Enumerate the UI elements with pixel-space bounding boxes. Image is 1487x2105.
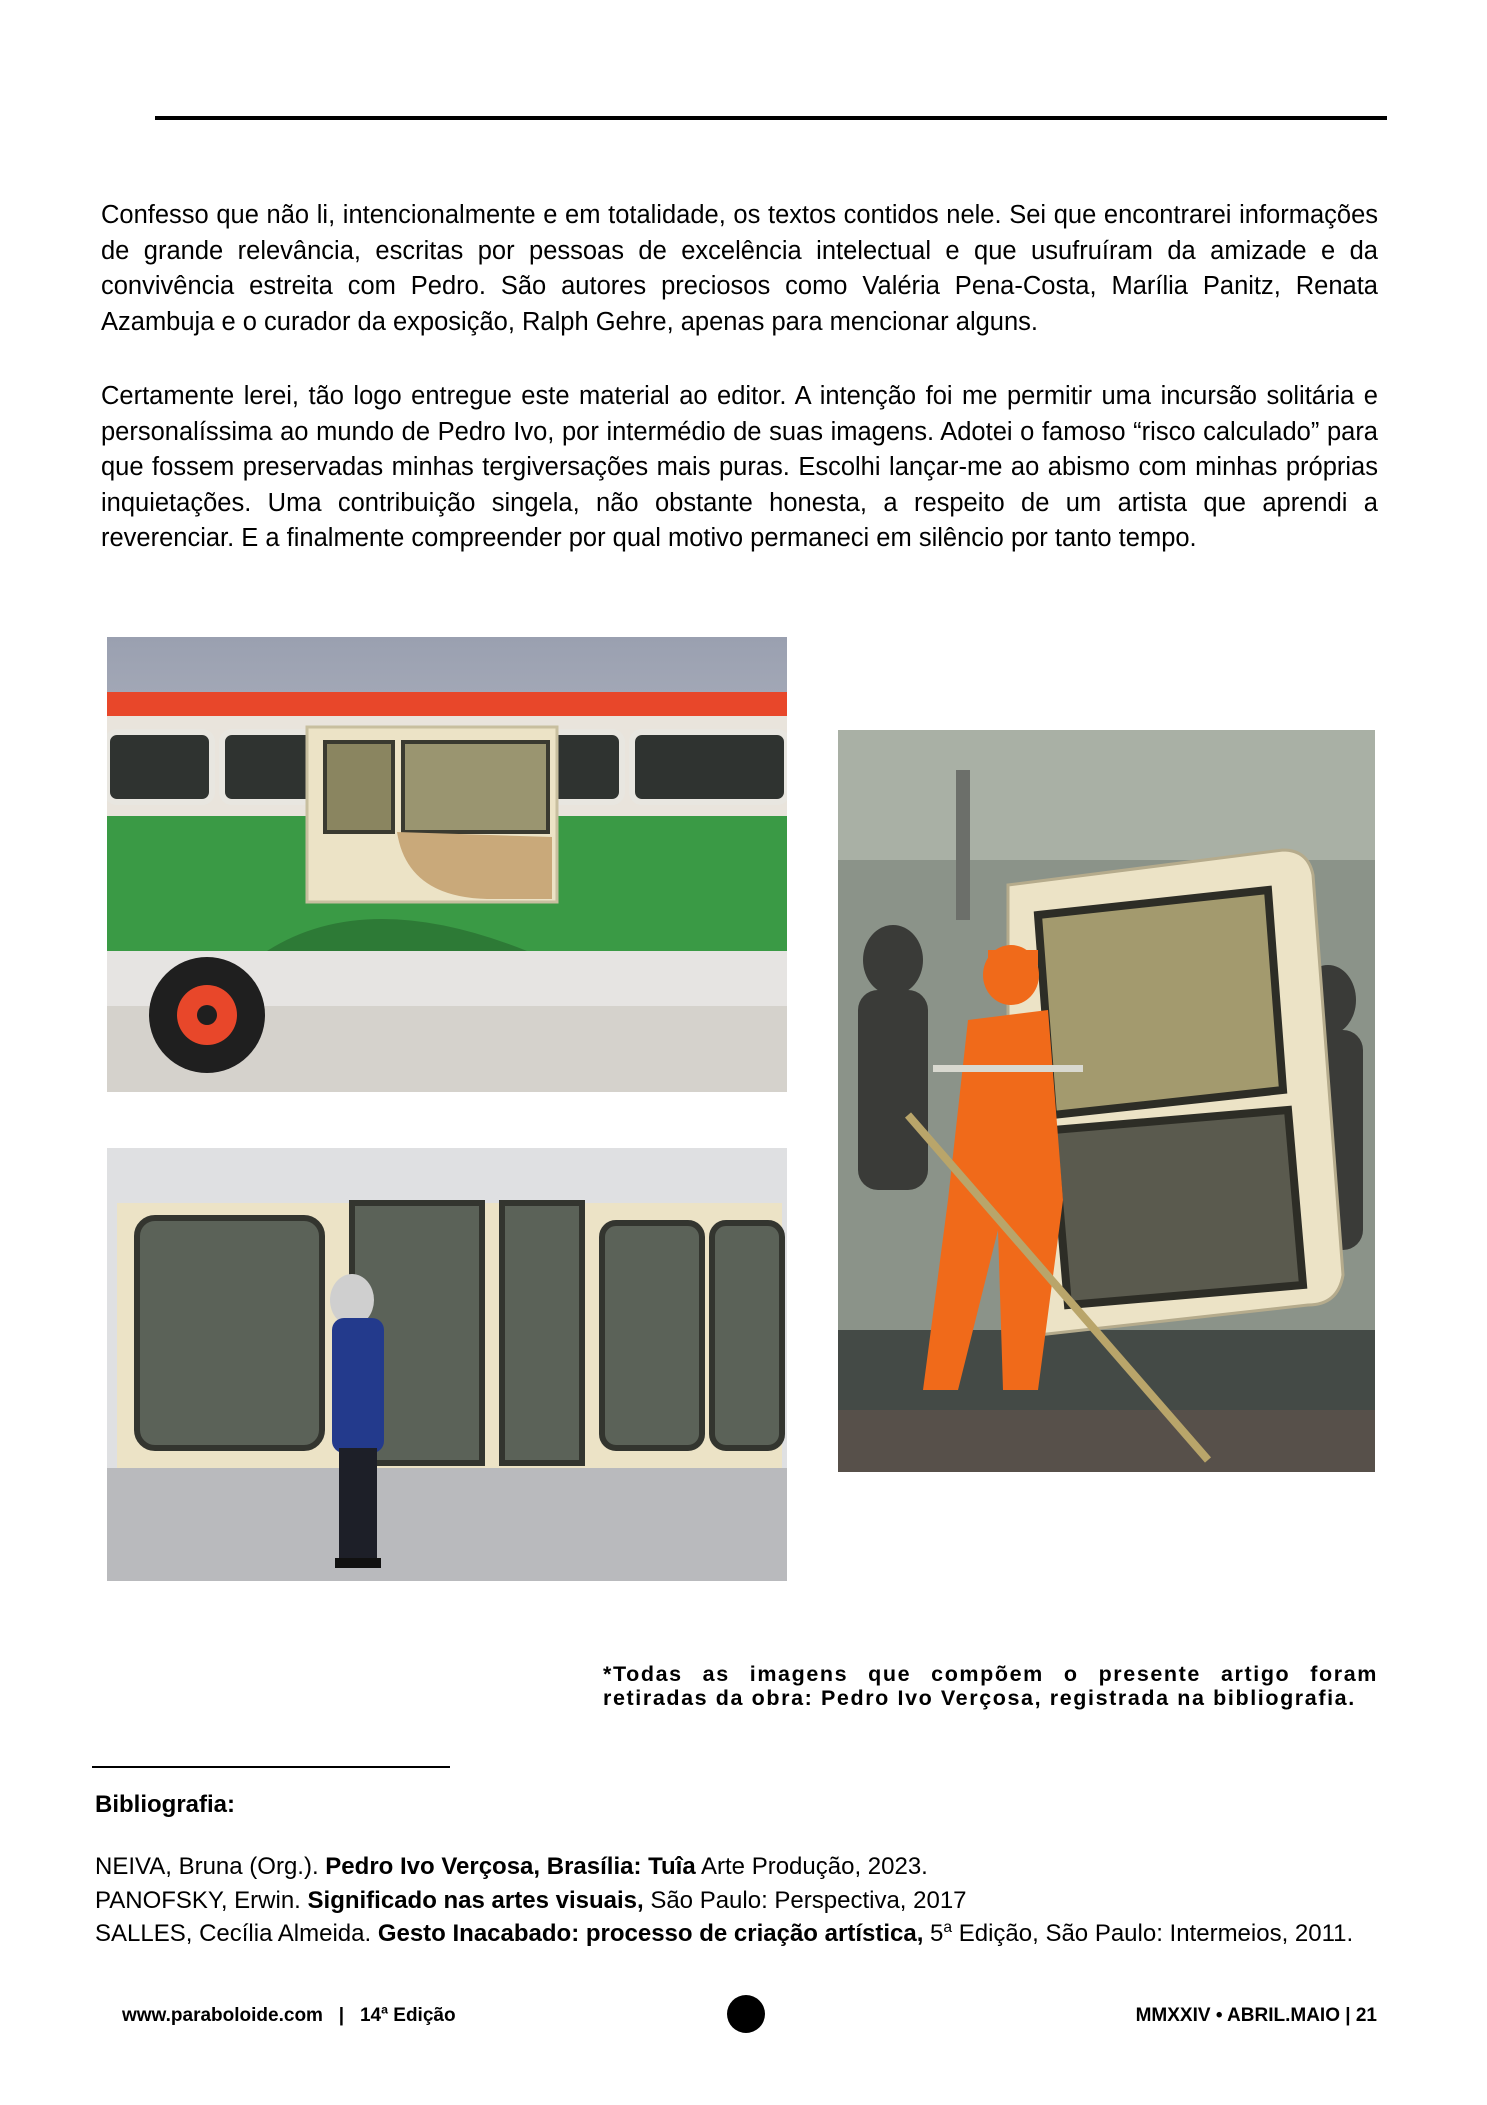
entry-publisher: Arte Produção, 2023. (695, 1853, 928, 1880)
gallery-illustration (107, 1148, 787, 1581)
entry-publisher: São Paulo: Perspectiva, 2017 (643, 1886, 967, 1914)
street-sweeper-photo (838, 730, 1375, 1472)
paragraph-2: Certamente lerei, tão logo entregue este material ao editor. A intenção foi me permitir uma incursão solitária e personalíssima ao mundo de Pedro Ivo, por intermédio de suas imagens. Adotei o famoso “risco calculado” para que fossem preservadas minhas tergiversações mais puras. Escolhi lançar-me ao abismo com minhas próprias inquietações. Uma contribuição singela, não obstante honesta, a respeito de um artista que aprendi a reverenciar. E a finalmente compreender por qual motivo permaneci em silêncio por tanto tempo. (101, 382, 1378, 552)
header-rule (155, 116, 1387, 120)
bibliography-entry (95, 1850, 1378, 1884)
footer-left (122, 2002, 456, 2027)
footer-issue-page: MMXXIV • ABRIL.MAIO | 21 (1135, 2005, 1377, 2026)
entry-author: NEIVA, Bruna (Org.). (95, 1853, 326, 1880)
entry-author: PANOFSKY, Erwin. (95, 1886, 308, 1914)
footer-edition-number: 14 (359, 2005, 382, 2026)
bibliography-entry (95, 1917, 1378, 1951)
paragraph-1: Confesso que não li, intencionalmente e em totalidade, os textos contidos nele. Sei que encontrarei informações de grande relevância, escritas por pessoas de excelência intelectual e que usufruíram da amizade e da convivência estreita com Pedro. São autores preciosos como Valéria Pena-Costa, Marília Panitz, Renata Azambuja e o curador da exposição, Ralph Gehre, apenas para mencionar alguns. (101, 201, 1378, 336)
bibliography-entry (95, 1884, 1378, 1918)
sweeper-illustration (838, 730, 1375, 1472)
footer-site-link[interactable]: www.paraboloide.com (122, 2005, 323, 2026)
footnote-rule (92, 1766, 450, 1768)
image-credit-caption: *Todas as imagens que compõem o presente artigo foram retiradas da obra: Pedro Ivo Verçosa, registrada na bibliografia. (603, 1662, 1378, 1710)
entry-publisher-cont: Edição, São Paulo: Intermeios, 2011. (952, 1920, 1354, 1947)
bus-photo (107, 637, 787, 1092)
entry-edition-sup: a (943, 1919, 953, 1936)
entry-title: Significado nas artes visuais, (307, 1886, 644, 1914)
bibliography-title: Bibliografia: (95, 1791, 236, 1818)
entry-title: Gesto Inacabado: processo de criação artística, (377, 1920, 924, 1947)
entry-publisher: 5 (923, 1920, 944, 1947)
entry-title: Pedro Ivo Verçosa, Brasília: Tuîa (325, 1853, 696, 1880)
footer-dot-icon (727, 1995, 765, 2033)
entry-author: SALLES, Cecília Almeida. (95, 1920, 378, 1947)
footer-edition-sup: a (381, 2002, 388, 2017)
footer-edition-word: Edição (393, 2005, 456, 2026)
footer-separator: | (338, 2005, 345, 2026)
bus-illustration (107, 637, 787, 1092)
gallery-visitor-photo (107, 1148, 787, 1581)
bibliography-list (95, 1850, 1378, 1951)
